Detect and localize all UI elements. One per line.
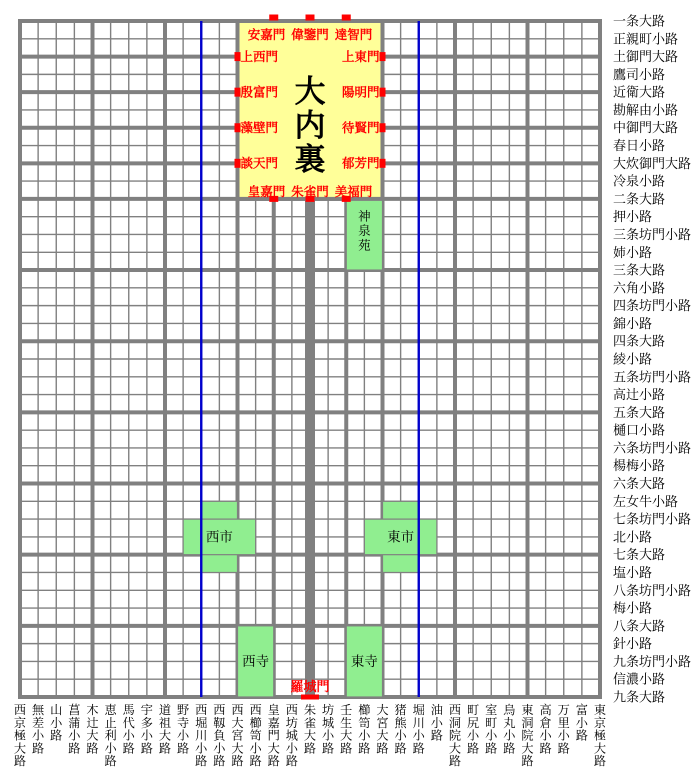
gate-label: 安嘉門 xyxy=(247,28,286,42)
street-label-ew: 三条坊門小路 xyxy=(613,226,692,242)
street-label-ns: 道祖大路 xyxy=(158,703,172,756)
street-label-ew: 四条大路 xyxy=(613,333,666,349)
street-label-ns: 野寺小路 xyxy=(177,703,190,756)
street-label-ew: 七条大路 xyxy=(613,547,666,563)
street-label-ns: 大宮大路 xyxy=(376,703,389,756)
gate-label: 上東門 xyxy=(341,49,380,64)
street-label-ns: 木辻大路 xyxy=(86,703,99,756)
street-label-ns: 町尻小路 xyxy=(467,703,480,756)
street-label-ew: 鷹司小路 xyxy=(613,66,666,82)
street-label-ew: 八条大路 xyxy=(613,618,666,634)
gate-label: 朱雀門 xyxy=(291,185,329,199)
street-label-ew: 春日小路 xyxy=(613,138,666,154)
street-label-ew: 錦小路 xyxy=(613,315,653,331)
street-label-ew: 四条坊門小路 xyxy=(613,298,692,314)
gate-label: 上西門 xyxy=(240,49,279,64)
street-label-ns: 西京極大路 xyxy=(13,703,27,769)
street-label-ew: 二条大路 xyxy=(613,191,666,207)
west-temple-label: 西寺 xyxy=(242,654,270,670)
street-label-ew: 三条大路 xyxy=(613,262,666,278)
street-label-ns: 西坊城小路 xyxy=(285,703,298,769)
street-label-ew: 勘解由小路 xyxy=(613,102,679,118)
street-label-ns: 万里小路 xyxy=(557,703,570,756)
street-label-ns: 油小路 xyxy=(430,703,443,743)
street-label-ew: 北小路 xyxy=(613,529,653,545)
palace-gate-tick xyxy=(306,15,315,21)
street-label-ew: 針小路 xyxy=(613,636,653,652)
street-label-ns: 恵止利小路 xyxy=(104,703,117,769)
street-label-ns: 坊城小路 xyxy=(322,703,335,756)
street-label-ew: 五条坊門小路 xyxy=(613,369,692,385)
street-label-ew: 六条大路 xyxy=(613,476,666,492)
street-label-ew: 六条坊門小路 xyxy=(613,440,692,456)
gate-label: 達智門 xyxy=(334,28,373,42)
gate-label: 郁芳門 xyxy=(341,156,380,171)
street-label-ew: 姉小路 xyxy=(613,244,653,260)
street-label-ns: 西堀川小路 xyxy=(195,703,208,769)
gate-label: 偉鑒門 xyxy=(291,28,329,42)
rajomon-label: 羅城門 xyxy=(290,679,330,694)
street-label-ew: 楊梅小路 xyxy=(613,458,666,474)
gate-label: 皇嘉門 xyxy=(247,185,286,199)
street-label-ew: 五条大路 xyxy=(613,404,666,420)
street-label-ew: 綾小路 xyxy=(613,351,653,367)
street-label-ew: 六角小路 xyxy=(613,280,666,296)
street-label-ns: 櫛笥小路 xyxy=(358,703,371,756)
street-label-ns: 山小路 xyxy=(50,703,63,743)
street-label-ns: 宇多小路 xyxy=(140,703,153,756)
gate-label: 殷富門 xyxy=(240,85,279,100)
street-label-ns: 馬代小路 xyxy=(122,703,135,756)
street-label-ew: 高辻小路 xyxy=(613,387,666,403)
palace-gate-tick xyxy=(269,15,278,21)
street-label-ns: 室町小路 xyxy=(485,703,498,756)
street-label-ns: 東京極大路 xyxy=(593,703,607,769)
street-label-ns: 皇嘉門大路 xyxy=(267,703,280,769)
street-label-ew: 中御門大路 xyxy=(613,120,679,136)
gate-label: 陽明門 xyxy=(341,85,380,100)
street-label-ew: 九条坊門小路 xyxy=(613,653,692,669)
street-label-ew: 塩小路 xyxy=(613,564,653,580)
street-label-ew: 梅小路 xyxy=(613,600,653,616)
street-label-ew: 土御門大路 xyxy=(613,49,679,65)
street-label-ns: 西洞院大路 xyxy=(448,703,462,769)
street-label-ns: 猪熊小路 xyxy=(394,703,407,756)
gate-label: 談天門 xyxy=(240,156,279,171)
street-label-ns: 壬生大路 xyxy=(340,703,353,756)
street-label-ns: 東洞院大路 xyxy=(521,703,534,769)
street-label-ns: 高倉小路 xyxy=(539,703,552,756)
east-temple-label: 東寺 xyxy=(350,654,378,670)
street-label-ew: 押小路 xyxy=(613,209,653,225)
palace-gate-tick xyxy=(380,88,386,97)
street-label-ew: 九条大路 xyxy=(613,689,666,705)
street-label-ns: 西靱負小路 xyxy=(213,703,226,769)
street-label-ns: 西大宮大路 xyxy=(231,703,244,769)
street-label-ew: 近衛大路 xyxy=(613,84,666,100)
gate-label: 美福門 xyxy=(334,185,373,199)
street-label-ns: 堀川小路 xyxy=(412,703,425,756)
street-label-ns: 西櫛笥小路 xyxy=(249,703,262,769)
west-market-label: 西市 xyxy=(205,529,233,545)
street-label-ew: 左女牛小路 xyxy=(613,493,679,509)
street-label-ns: 朱雀大路 xyxy=(303,703,317,756)
street-label-ew: 冷泉小路 xyxy=(613,173,666,189)
palace-gate-tick xyxy=(380,159,386,168)
palace-gate-tick xyxy=(380,52,386,61)
rajomon-tick xyxy=(301,695,319,700)
street-label-ns: 富小路 xyxy=(575,703,588,743)
palace-title: 大内裏 xyxy=(294,74,326,177)
street-label-ew: 正親町小路 xyxy=(613,31,679,47)
shinsenen-label: 神泉苑 xyxy=(358,209,371,253)
gate-label: 待賢門 xyxy=(341,121,380,136)
palace-gate-tick xyxy=(342,15,351,21)
street-label-ew: 信濃小路 xyxy=(613,671,666,687)
east-market-label: 東市 xyxy=(387,529,415,545)
street-label-ew: 七条坊門小路 xyxy=(613,511,692,527)
street-label-ew: 一条大路 xyxy=(613,13,666,29)
street-label-ew: 大炊御門大路 xyxy=(613,155,692,171)
palace-gate-tick xyxy=(380,123,386,132)
suzaku-avenue-band xyxy=(305,199,315,697)
gate-label: 藻壁門 xyxy=(240,121,279,136)
street-label-ns: 烏丸小路 xyxy=(503,703,516,756)
street-label-ew: 八条坊門小路 xyxy=(613,582,692,598)
street-label-ns: 無差小路 xyxy=(32,703,45,756)
street-label-ew: 樋口小路 xyxy=(613,422,666,438)
street-label-ns: 菖蒲小路 xyxy=(68,703,81,756)
